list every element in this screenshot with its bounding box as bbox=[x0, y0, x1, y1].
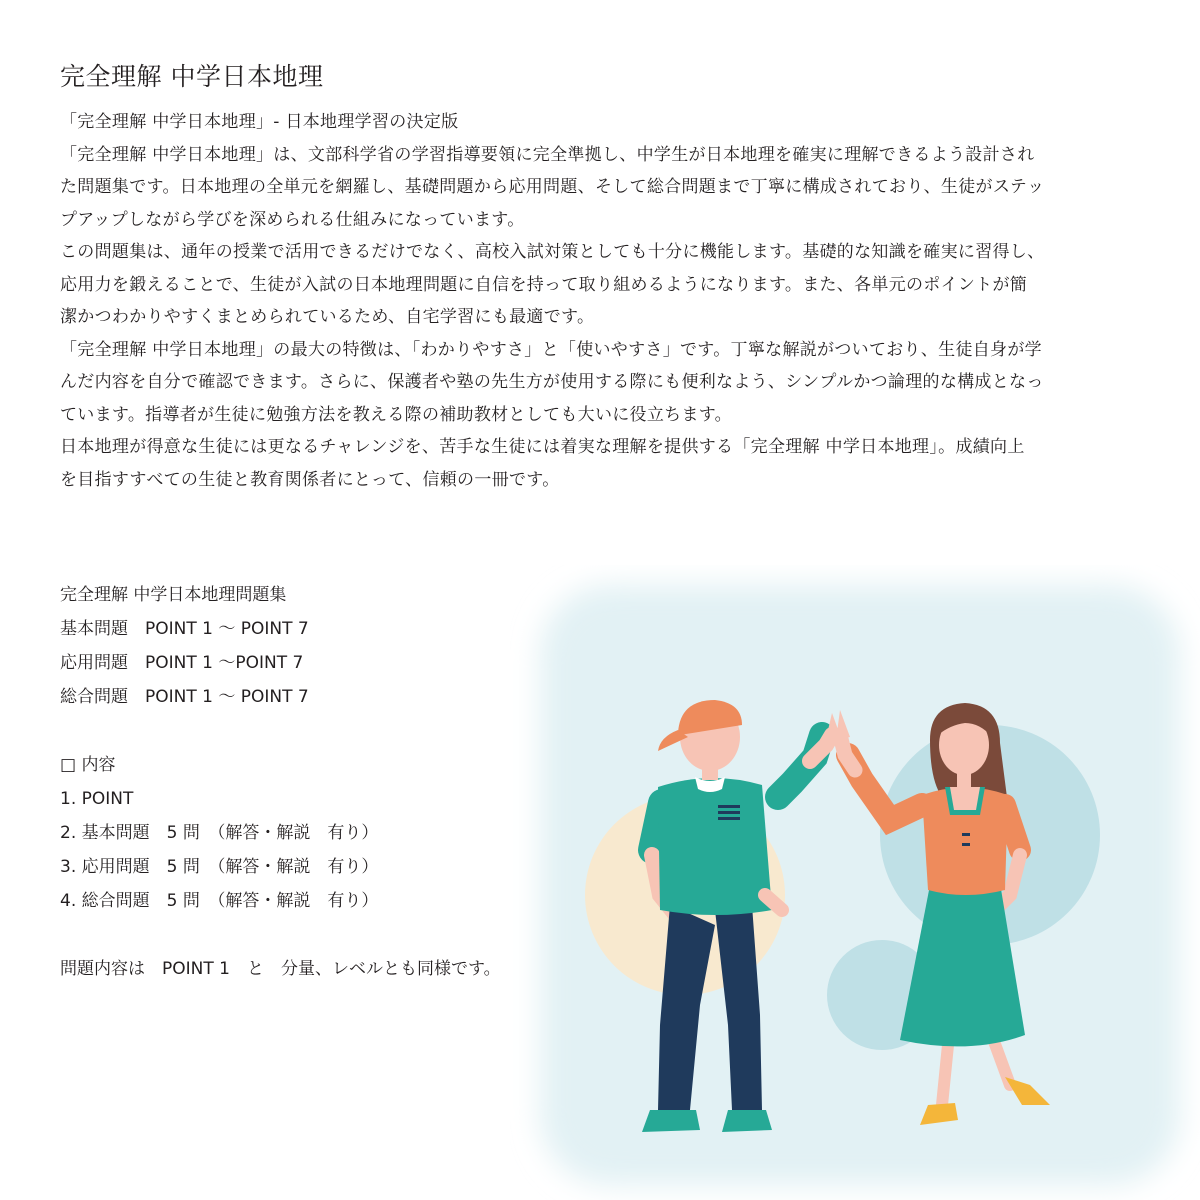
intro-line: を目指すすべての生徒と教育関係者にとって、信頼の一冊です。 bbox=[60, 469, 560, 490]
intro-line: 「完全理解 中学日本地理」- 日本地理学習の決定版 bbox=[60, 112, 459, 132]
content-item: 1. POINT bbox=[60, 789, 134, 809]
page-title: 完全理解 中学日本地理 bbox=[60, 62, 324, 91]
intro-line: この問題集は、通年の授業で活用できるだけでなく、高校入試対策としても十分に機能します。基礎的な知識を確実に習得し、 bbox=[60, 242, 1045, 262]
point-range: 総合問題 POINT 1 〜 POINT 7 bbox=[60, 687, 309, 707]
content-note: 問題内容は POINT 1 と 分量、レベルとも同様です。 bbox=[60, 959, 501, 979]
intro-line: 応用力を鍛えることで、生徒が入試の日本地理問題に自信を持って取り組めるようになります。また、各単元のポイントが簡 bbox=[60, 274, 1028, 295]
point-range: 応用問題 POINT 1 〜POINT 7 bbox=[60, 653, 304, 673]
intro-line: 日本地理が得意な生徒には更なるチャレンジを、苦手な生徒には着実な理解を提供する「完全理解 中学日本地理」。成績向上 bbox=[60, 437, 1025, 457]
intro-line: ています。指導者が生徒に勉強方法を教える際の補助教材としても大いに役立ちます。 bbox=[60, 404, 732, 425]
content-item: 2. 基本問題 5 問 （解答・解説 有り） bbox=[60, 823, 379, 843]
two-people-high-five-illustration bbox=[510, 565, 1200, 1200]
content-item: 4. 総合問題 5 問 （解答・解説 有り） bbox=[60, 891, 379, 911]
intro-line: んだ内容を自分で確認できます。さらに、保護者や塾の先生方が使用する際にも便利なよう、シンプルかつ論理的な構成となっ bbox=[60, 372, 1044, 392]
intro-line: 潔かつわかりやすくまとめられているため、自宅学習にも最適です。 bbox=[60, 307, 595, 327]
intro-line: 「完全理解 中学日本地理」の最大の特徴は、「わかりやすさ」と「使いやすさ」です。丁寧な解説がついており、生徒自身が学 bbox=[60, 339, 1042, 360]
intro-text bbox=[60, 106, 1145, 496]
point-range: 基本問題 POINT 1 〜 POINT 7 bbox=[60, 619, 309, 639]
content-item: 3. 応用問題 5 問 （解答・解説 有り） bbox=[60, 857, 379, 877]
book-name: 完全理解 中学日本地理問題集 bbox=[60, 585, 287, 605]
section-heading: □ 内容 bbox=[60, 755, 116, 775]
intro-line: 「完全理解 中学日本地理」は、文部科学省の学習指導要領に完全準拠し、中学生が日本地理を確実に理解できるよう設計され bbox=[60, 144, 1035, 165]
intro-line: た問題集です。日本地理の全単元を網羅し、基礎問題から応用問題、そして総合問題まで丁寧に構成されており、生徒がステッ bbox=[60, 177, 1045, 197]
intro-line: プアップしながら学びを深められる仕組みになっています。 bbox=[60, 209, 525, 230]
